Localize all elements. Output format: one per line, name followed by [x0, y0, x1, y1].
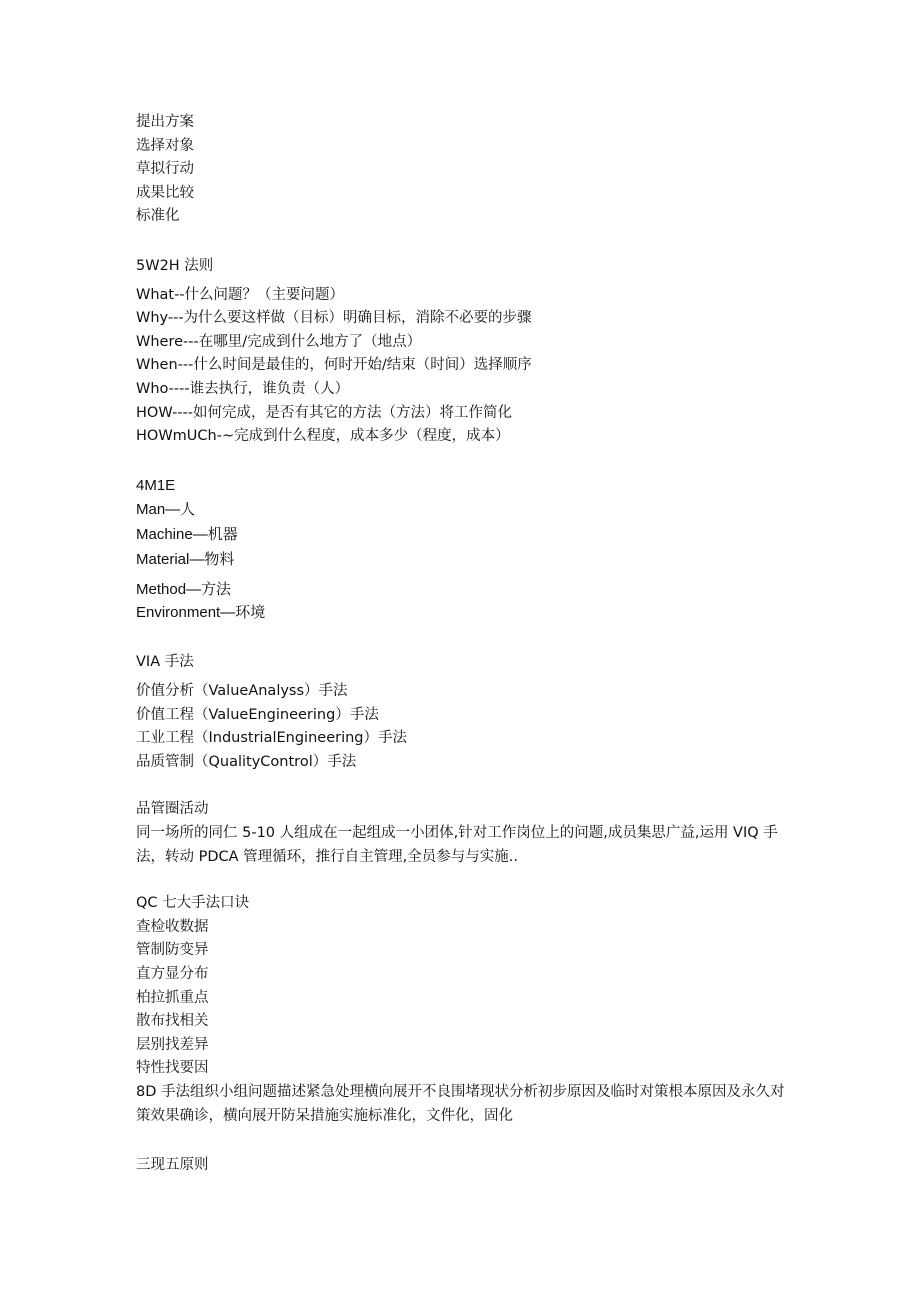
4m1e-item: Man—人 — [136, 501, 196, 518]
5w2h-item: Why---为什么要这样做（目标）明确目标，消除不必要的步骤 — [136, 310, 532, 326]
5w2h-item: When---什么时间是最佳的，何时开始/结束（时间）选择顺序 — [136, 357, 532, 373]
5w2h-item: What--什么问题？（主要问题） — [136, 287, 345, 303]
section-heading-5w2h: 5W2H 法则 — [136, 258, 214, 274]
5w2h-item: Who----谁去执行，谁负责（人） — [136, 381, 350, 397]
4m1e-item: Environment—环境 — [136, 604, 266, 621]
5w2h-item: HOW----如何完成，是否有其它的方法（方法）将工作简化 — [136, 405, 512, 421]
qc7-item: 查检收数据 — [136, 919, 209, 935]
qcc-paragraph: 同一场所的同仁 5-10 人组成在一起组成一小团体,针对工作岗位上的问题,成员集思广益,运用 VIQ 手法，转动 PDCA 管理循环，推行自主管理,全员参与与实施.. — [136, 825, 778, 865]
step-item: 标准化 — [136, 208, 180, 224]
section-heading-4m1e: 4M1E — [136, 477, 176, 494]
via-item: 价值工程（ValueEngineering）手法 — [136, 707, 379, 723]
step-item: 选择对象 — [136, 138, 194, 154]
via-item: 品质管制（QualityControl）手法 — [136, 754, 357, 770]
section-heading-qcc: 品管圈活动 — [136, 801, 209, 817]
via-item: 工业工程（IndustrialEngineering）手法 — [136, 730, 408, 746]
via-item: 价值分析（ValueAnalyss）手法 — [136, 683, 348, 699]
4m1e-item: Material—物料 — [136, 551, 235, 568]
step-item: 草拟行动 — [136, 161, 194, 177]
qc7-item: 直方显分布 — [136, 966, 209, 982]
5w2h-item: HOWmUCh-~完成到什么程度，成本多少（程度，成本） — [136, 428, 510, 444]
qc7-item: 层别找差异 — [136, 1037, 209, 1053]
step-item: 成果比较 — [136, 185, 194, 201]
qc7-item: 管制防变异 — [136, 942, 209, 958]
section-heading-via: VIA 手法 — [136, 654, 194, 670]
qc7-item: 柏拉抓重点 — [136, 990, 209, 1006]
4m1e-item: Machine—机器 — [136, 526, 238, 543]
4m1e-item: Method—方法 — [136, 581, 232, 598]
5w2h-item: Where---在哪里/完成到什么地方了（地点） — [136, 334, 422, 350]
qc7-item: 散布找相关 — [136, 1013, 209, 1029]
qc7-item: 特性找要因 — [136, 1060, 209, 1076]
section-heading-3g5p: 三现五原则 — [136, 1157, 209, 1173]
step-item: 提出方案 — [136, 114, 194, 130]
section-heading-qc7: QC 七大手法口诀 — [136, 895, 250, 911]
8d-paragraph: 8D 手法组织小组问题描述紧急处理横向展开不良围堵现状分析初步原因及临时对策根本原因及永久对策效果确诊，横向展开防呆措施实施标准化，文件化，固化 — [136, 1084, 785, 1124]
